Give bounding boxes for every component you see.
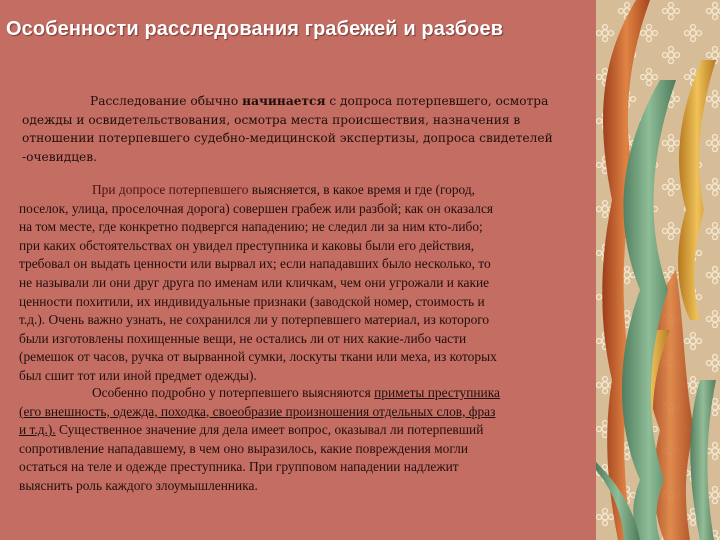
slide-title: Особенности расследования грабежей и разбоев [6,18,504,40]
emphasis-term: начинается [242,94,326,108]
text-line: (ремешок от часов, ручка от вырванной сумки, лоскуты ткани или меха, из которых [19,349,497,365]
underlined-line: (его внешность, одежда, походка, своеобразие произношения отдельных слов, фраз [19,403,496,419]
text-line: на том месте, где конкретно подвергся нападению; не следил ли за ним кто-либо; [19,219,483,235]
text-segment: Существенное значение для дела имеет вопрос, оказывал ли потерпевший [55,422,484,438]
text-line: сопротивление нападавшему, в чем оно выразилось, какие повреждения могли [19,440,468,456]
paragraph-criminal-features [19,384,601,496]
text-line [22,92,634,111]
underlined-term: приметы преступника [374,385,500,400]
underlined-term: и т.д.). [19,422,56,438]
paragraph-investigation-start [22,92,634,166]
text-line: были изготовлены похищенные вещи, не остались ли от них какие-либо части [19,330,467,346]
text-line: выяснить роль каждого злоумышленника. [19,477,258,493]
text-segment: Расследование обычно [90,94,243,108]
text-line: не называли ли они друг друга по именам или кличкам, чем они угрожали и какие [19,274,490,290]
text-line: при каких обстоятельствах он увидел преступника и каковы были его действия, [19,237,475,253]
text-line [19,384,601,403]
text-line: т.д.). Очень важно узнать, не сохранился ли у потерпевшего материал, из которого [19,312,490,328]
text-segment: Особенно подробно у потерпевшего выясняются [92,385,375,400]
text-line: остаться на теле и одежде преступника. При групповом нападении надлежит [19,459,459,475]
paragraph-victim-interrogation [19,181,601,386]
text-line: отношении потерпевшего судебно-медицинской экспертизы, допроса свидетелей [22,131,553,145]
text-line: был сшит тот или иной предмет одежды). [19,367,257,383]
text-line: ценности похитили, их индивидуальные признаки (заводской номер, стоимость и [19,293,485,309]
text-line [19,421,601,440]
text-line: требовал он выдать ценности или вырвал их; если нападавших было несколько, то [19,256,491,272]
text-line: поселок, улица, проселочная дорога) совершен грабеж или разбой; как он оказался [19,200,494,216]
text-segment: выясняется, в какое время и где (город, [248,182,476,197]
text-segment: с допроса потерпевшего, осмотра [325,94,549,108]
highlight-term: При допросе потерпевшего [92,182,249,197]
text-line [19,181,601,200]
text-line: одежды и освидетельствования, осмотра места происшествия, назначения в [22,112,521,127]
text-line: -очевидцев. [22,149,97,164]
